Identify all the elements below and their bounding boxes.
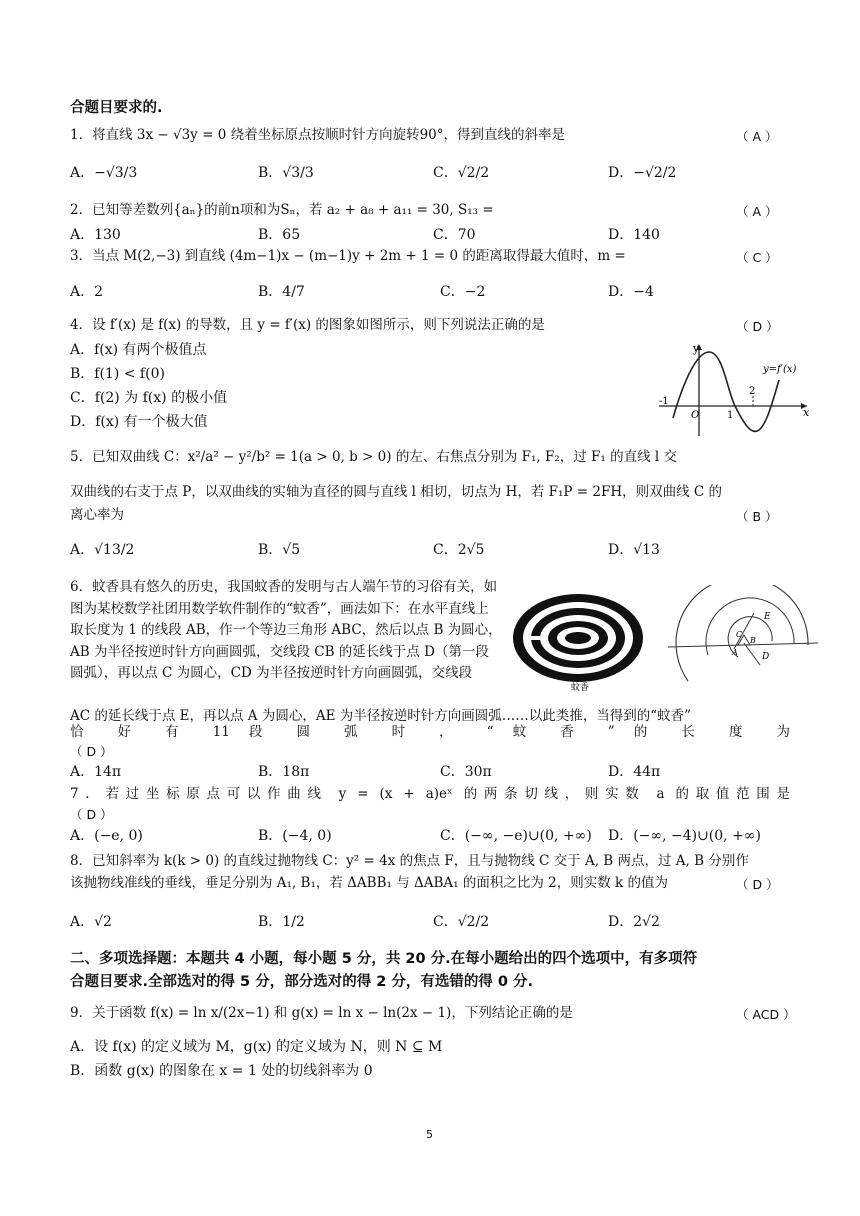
question-3-answer: （ C ） [736,250,778,265]
question-2-option-c: C．70 [433,227,476,243]
question-1-option-c: C．√2/2 [433,165,490,181]
coil-caption: 蚊香 [571,683,590,692]
question-3-option-c: C．−2 [440,284,486,300]
section-heading-tail: 合题目要求的. [70,100,163,116]
question-6-option-b: B．18π [258,764,310,780]
question-5-answer: （ B ） [736,509,778,524]
question-6-stem: 6．蚊香具有悠久的历史，我国蚊香的发明与古人端午节的习俗有关，如图为某校数学社团用数学软件制作的“蚊香”，画法如下：在水平直线上取长度为 1 的线段 AB，作一个等边三角形 ABC，然后以点 B 为圆心，AB 为半径按逆时针方向画圆弧，交线段 CB 的延长线于点 D（第一段圆弧），再以点 C 为圆心，CD 为半径按逆时针方向画圆弧，交线段 [70,579,502,681]
question-2-stem: 2．已知等差数列{aₙ}的前n项和为Sₙ，若 a₂ + a₈ + a₁₁ = 30, S₁₃ = [70,202,494,218]
label-e: E [764,612,771,622]
y-axis-label: y [693,342,700,355]
question-5-stem-line-2: 双曲线的右支于点 P，以双曲线的实轴为直径的圆与直线 l 相切，切点为 H，若 F₁P = 2FH，则双曲线 C 的 [70,484,723,500]
question-7-option-b: B．(−4, 0) [258,828,332,844]
question-3-stem: 3．当点 M(2,−3) 到直线 (4m−1)x − (m−1)y + 2m + 1 = 0 的距离取得最大值时，m = [70,248,626,264]
question-6-answer: （ D ） [70,744,113,759]
question-7-option-c: C．(−∞, −e)∪(0, +∞) [440,828,592,844]
question-3-option-a: A．2 [70,284,104,300]
question-4-option-c: C．f(2) 为 f(x) 的极小值 [70,390,228,406]
question-6-stem-spread: 恰 好 有 11 段 圆 弧 时 ， “ 蚊 香 ” 的 长 度 为 [70,724,790,740]
question-6-stem-continued: AC 的延长线于点 E，再以点 A 为圆心，AE 为半径按逆时针方向画圆弧……以此类推，当得到的“蚊香” [70,708,692,724]
question-4-answer: （ D ） [736,319,779,334]
question-1-option-a: A．−√3/3 [70,165,138,181]
question-9-option-b: B．函数 g(x) 的图象在 x = 1 处的切线斜率为 0 [70,1063,373,1079]
tick-neg1-label: -1 [659,396,669,407]
question-1-option-b: B．√3/3 [258,165,314,181]
question-7-answer: （ D ） [70,807,113,822]
mosquito-coil-image [505,592,655,692]
question-6-option-a: A．14π [70,764,122,780]
question-5-option-c: C．2√5 [433,542,485,558]
question-3-option-d: D．−4 [608,284,654,300]
question-4-option-b: B．f(1) < f(0) [70,366,165,382]
question-9-stem: 9．关于函数 f(x) = ln x/(2x−1) 和 g(x) = ln x − ln(2x − 1)，下列结论正确的是 [70,1005,573,1021]
label-b: B [750,636,756,645]
tick-2-label: 2 [749,386,756,397]
tick-1-label: 1 [727,410,734,421]
x-axis-label: x [803,406,810,419]
question-8-option-b: B．1/2 [258,914,305,930]
question-9-answer: （ ACD ） [736,1007,796,1022]
question-4-stem: 4．设 f′(x) 是 f(x) 的导数，且 y = f′(x) 的图象如图所示，则下列说法正确的是 [70,317,545,333]
label-c: C [736,630,743,639]
section-2-heading-line-2: 合题目要求.全部选对的得 5 分，部分选对的得 2 分，有选错的得 0 分. [70,974,534,990]
question-8-stem-line-1: 8．已知斜率为 k(k > 0) 的直线过抛物线 C：y² = 4x 的焦点 F，且与抛物线 C 交于 A, B 两点，过 A, B 分别作 [70,853,749,869]
question-3-option-b: B．4/7 [258,284,305,300]
segment-cd [744,643,760,665]
question-5-option-a: A．√13/2 [70,542,135,558]
middle-arc [706,598,794,655]
curve-label: y=f′(x) [763,364,797,375]
question-8-stem-line-2: 该抛物线准线的垂线，垂足分别为 A₁, B₁，若 ΔABB₁ 与 ΔABA₁ 的面积之比为 2，则实数 k 的值为 [70,875,669,891]
question-8-option-a: A．√2 [70,914,112,930]
question-1-answer: （ A ） [736,129,778,144]
question-7-stem: 7．若过坐标原点可以作曲线 y = (x + a)eˣ 的两条切线，则实数 a 的取值范围是 [70,786,790,802]
section-2-heading-line-1: 二、多项选择题：本题共 4 小题，每小题 5 分，共 20 分.在每小题给出的四个选项中，有多项符 [70,951,698,967]
question-2-answer: （ A ） [736,204,778,219]
question-4-option-a: A．f(x) 有两个极值点 [70,342,207,358]
question-5-stem-line-3: 离心率为 [70,507,124,523]
question-2-option-d: D．140 [608,227,660,243]
question-7-option-a: A．(−e, 0) [70,828,143,844]
question-1-stem: 1．将直线 3x − √3y = 0 绕着坐标原点按顺时针方向旋转90°，得到直线的斜率是 [70,127,565,143]
label-d: D [762,652,770,662]
question-5-option-b: B．√5 [258,542,301,558]
question-8-answer: （ D ） [736,877,779,892]
question-4-option-d: D．f(x) 有一个极大值 [70,414,208,430]
page-number: 5 [426,1128,433,1141]
spiral-construction-figure [668,585,818,697]
question-5-option-d: D．√13 [608,542,660,558]
question-2-option-b: B．65 [258,227,301,243]
question-8-option-c: C．√2/2 [433,914,490,930]
origin-label: O [691,410,700,421]
question-8-option-d: D．2√2 [608,914,660,930]
question-6-option-d: D．44π [608,764,661,780]
question-5-stem-line-1: 5．已知双曲线 C：x²/a² − y²/b² = 1(a > 0, b > 0) 的左、右焦点分别为 F₁, F₂，过 F₁ 的直线 l 交 [70,449,678,465]
question-6-option-c: C．30π [440,764,492,780]
question-9-option-a: A．设 f(x) 的定义域为 M，g(x) 的定义域为 N，则 N ⊆ M [70,1039,443,1055]
derivative-graph-figure [655,340,815,440]
question-2-option-a: A．130 [70,227,121,243]
question-1-option-d: D．−√2/2 [608,165,677,181]
label-a: A [732,648,738,657]
question-7-option-d: D．(−∞, −4)∪(0, +∞) [608,828,761,844]
